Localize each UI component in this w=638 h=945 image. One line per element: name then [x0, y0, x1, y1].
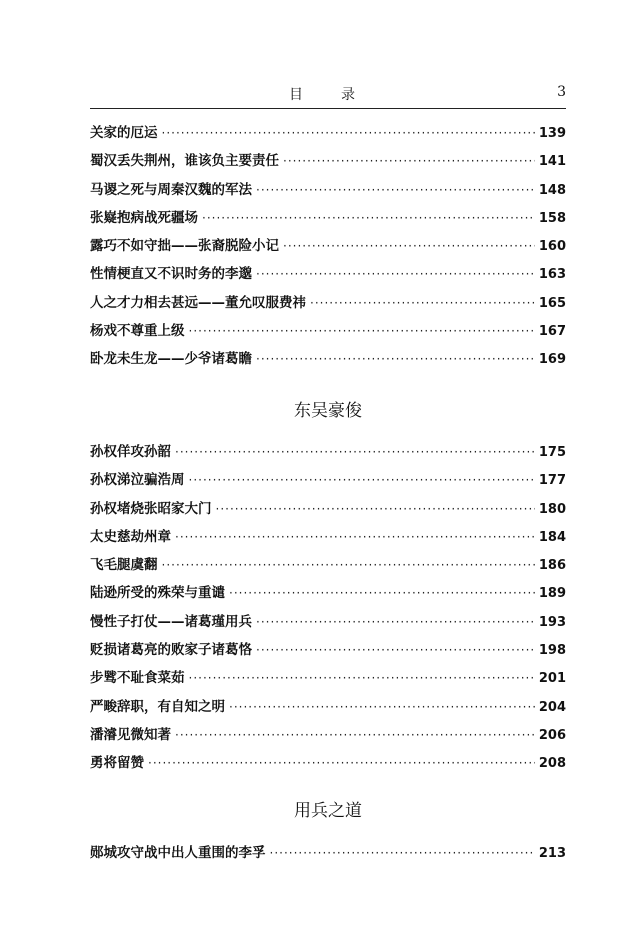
toc-section-wu [90, 440, 566, 780]
section-heading-bing: 用兵之道 [294, 801, 362, 821]
toc-entry-page: 139 [538, 126, 566, 141]
toc-entry-title: 杨戏不尊重上级 [90, 323, 185, 340]
toc-entry[interactable] [90, 291, 566, 319]
toc-entry[interactable] [90, 841, 566, 869]
toc-section-shu [90, 121, 566, 376]
toc-entry[interactable] [90, 723, 566, 751]
dot-leader [283, 239, 535, 253]
toc-entry-page: 213 [538, 846, 566, 861]
toc-entry[interactable] [90, 347, 566, 375]
dot-leader [229, 700, 535, 714]
toc-entry[interactable] [90, 468, 566, 496]
toc-entry-title: 慢性子打仗——诸葛瑾用兵 [90, 613, 252, 630]
toc-entry-title: 张嶷抱病战死疆场 [90, 209, 198, 226]
toc-entry[interactable] [90, 319, 566, 347]
dot-leader [148, 756, 535, 770]
toc-entry-title: 露巧不如守拙——张裔脱险小记 [90, 238, 279, 255]
header-title: 目 录 [289, 87, 367, 103]
toc-entry-title: 马谡之死与周秦汉魏的军法 [90, 181, 252, 198]
toc-entry-page: 165 [538, 295, 566, 311]
toc-entry-page: 189 [538, 586, 566, 602]
toc-entry-title: 飞毛腿虞翻 [90, 557, 158, 574]
toc-entry[interactable] [90, 178, 566, 206]
dot-leader [229, 586, 535, 600]
dot-leader [216, 502, 535, 516]
toc-entry[interactable] [90, 440, 566, 468]
toc-entry-page: 193 [538, 614, 566, 630]
toc-entry[interactable] [90, 610, 566, 638]
toc-entry-page: 198 [538, 643, 566, 659]
header-rule [90, 108, 566, 109]
toc-entry-page: 184 [538, 529, 566, 545]
toc-entry-title: 蜀汉丢失荆州，谁该负主要责任 [90, 153, 279, 170]
toc-entry[interactable] [90, 581, 566, 609]
toc-entry-title: 严畯辞职，有自知之明 [90, 698, 225, 715]
page-header [90, 84, 566, 106]
dot-leader [189, 324, 535, 338]
toc-entry-page: 141 [538, 154, 566, 170]
toc-entry-title: 孙权佯攻孙韶 [90, 444, 171, 460]
dot-leader [283, 154, 535, 168]
toc-entry-page: 186 [538, 558, 566, 574]
toc-entry[interactable] [90, 638, 566, 666]
toc-entry[interactable] [90, 666, 566, 694]
toc-entry-title: 步骘不耻食菜茹 [90, 670, 185, 687]
toc-entry-title: 性情梗直又不识时务的李邈 [90, 266, 252, 283]
toc-entry-page: 201 [538, 671, 566, 687]
dot-leader [256, 183, 535, 197]
toc-entry[interactable] [90, 525, 566, 553]
toc-entry-title: 潘濬见微知著 [90, 726, 171, 743]
toc-entry-title: 郧城攻守战中出人重围的李孚 [90, 845, 266, 861]
toc-entry-page: 160 [538, 239, 566, 255]
toc-entry-title: 关家的厄运 [90, 125, 158, 141]
toc-entry-title: 太史慈劫州章 [90, 528, 171, 545]
dot-leader [162, 126, 535, 140]
toc-entry-page: 169 [538, 352, 566, 368]
toc-entry-page: 177 [538, 473, 566, 489]
toc-entry-title: 卧龙未生龙——少爷诸葛瞻 [90, 351, 252, 368]
dot-leader [175, 445, 535, 459]
dot-leader [189, 473, 535, 487]
dot-leader [162, 558, 535, 572]
toc-entry-title: 孙权涕泣骗浩周 [90, 472, 185, 489]
toc-entry[interactable] [90, 751, 566, 779]
dot-leader [202, 211, 535, 225]
dot-leader [175, 530, 535, 544]
dot-leader [256, 643, 535, 657]
dot-leader [256, 352, 535, 366]
toc-entry-page: 204 [538, 699, 566, 715]
toc-entry[interactable] [90, 206, 566, 234]
toc-entry[interactable] [90, 234, 566, 262]
toc-entry-title: 陆逊所受的殊荣与重谴 [90, 585, 225, 602]
toc-entry-page: 208 [538, 756, 566, 772]
toc-entry[interactable] [90, 695, 566, 723]
toc-entry[interactable] [90, 497, 566, 525]
dot-leader [270, 846, 535, 860]
dot-leader [189, 671, 535, 685]
toc-entry[interactable] [90, 262, 566, 290]
toc-entry-page: 148 [538, 182, 566, 198]
toc-entry[interactable] [90, 121, 566, 149]
toc-entry-title: 孙权堵烧张昭家大门 [90, 500, 212, 517]
toc-entry-page: 158 [538, 210, 566, 226]
toc-entry-page: 175 [538, 445, 566, 460]
toc-section-bing [90, 841, 566, 869]
toc-entry[interactable] [90, 553, 566, 581]
toc-entry[interactable] [90, 149, 566, 177]
page-number: 3 [557, 84, 566, 100]
toc-entry-page: 206 [538, 727, 566, 743]
toc-entry-page: 180 [538, 501, 566, 517]
dot-leader [256, 267, 535, 281]
toc-entry-title: 勇将留赞 [90, 755, 144, 772]
dot-leader [310, 296, 535, 310]
toc-entry-page: 167 [538, 324, 566, 340]
dot-leader [175, 728, 535, 742]
section-heading-wu: 东吴豪俊 [294, 401, 362, 421]
dot-leader [256, 615, 535, 629]
toc-entry-title: 人之才力相去甚远——董允叹服费祎 [90, 294, 306, 311]
toc-entry-page: 163 [538, 267, 566, 283]
toc-entry-title: 贬损诸葛亮的败家子诸葛恪 [90, 642, 252, 659]
